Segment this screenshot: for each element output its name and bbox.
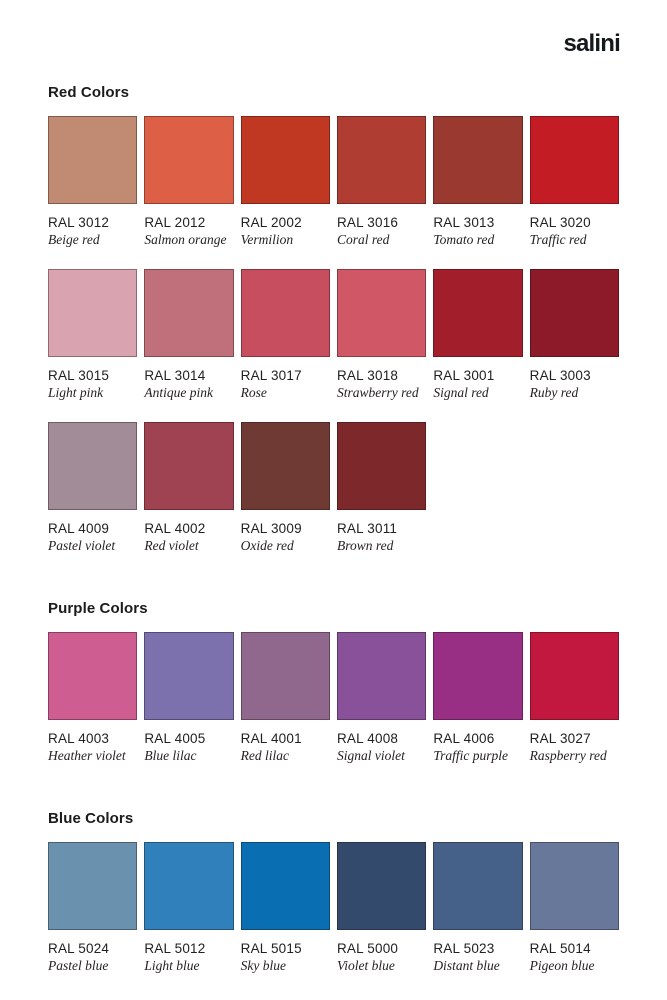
color-name: Strawberry red xyxy=(336,385,419,400)
swatch-cell xyxy=(48,269,137,401)
color-swatch xyxy=(144,632,233,720)
swatch-cell xyxy=(144,116,233,248)
color-name: Signal red xyxy=(433,385,489,400)
swatch-cell xyxy=(241,422,330,554)
ral-code: RAL 4002 xyxy=(144,521,206,536)
color-name: Traffic red xyxy=(529,232,587,247)
ral-code: RAL 3009 xyxy=(240,521,302,536)
color-name: Sky blue xyxy=(240,958,287,973)
color-swatch xyxy=(241,269,330,357)
color-name: Beige red xyxy=(48,232,100,247)
swatch-cell xyxy=(241,269,330,401)
swatch-cell xyxy=(337,269,426,401)
swatch-cell xyxy=(337,632,426,764)
swatch-cell xyxy=(48,842,137,974)
swatch-cell xyxy=(530,632,619,764)
ral-code: RAL 3027 xyxy=(529,731,591,746)
swatch-cell xyxy=(48,422,137,554)
swatch-cell xyxy=(48,632,137,764)
ral-code: RAL 3012 xyxy=(48,215,110,230)
color-swatch xyxy=(433,632,522,720)
color-name: Signal violet xyxy=(336,748,405,763)
ral-code: RAL 3016 xyxy=(336,215,399,230)
swatch-grid xyxy=(48,632,619,764)
color-swatch xyxy=(337,842,426,930)
color-name: Traffic purple xyxy=(433,748,508,763)
color-sections xyxy=(48,84,619,974)
section-title: Red Colors xyxy=(48,84,130,101)
color-section xyxy=(48,84,619,554)
swatch-cell xyxy=(433,842,522,974)
color-swatch xyxy=(530,269,619,357)
color-name: Coral red xyxy=(336,232,390,247)
swatch-cell xyxy=(530,116,619,248)
ral-code: RAL 4009 xyxy=(48,521,110,536)
color-swatch xyxy=(241,632,330,720)
color-name: Light pink xyxy=(48,385,104,400)
ral-code: RAL 5014 xyxy=(529,941,591,956)
color-name: Violet blue xyxy=(336,958,395,973)
ral-code: RAL 5012 xyxy=(144,941,206,956)
color-swatch xyxy=(241,116,330,204)
ral-code: RAL 3011 xyxy=(336,521,398,536)
swatch-grid xyxy=(48,116,619,554)
swatch-cell xyxy=(530,842,619,974)
color-swatch xyxy=(337,422,426,510)
swatch-cell xyxy=(144,632,233,764)
color-name: Tomato red xyxy=(433,232,495,247)
ral-code: RAL 5023 xyxy=(433,941,495,956)
color-swatch xyxy=(337,116,426,204)
swatch-cell xyxy=(337,116,426,248)
ral-code: RAL 5000 xyxy=(336,941,399,956)
ral-code: RAL 2002 xyxy=(240,215,302,230)
color-name: Red lilac xyxy=(240,748,290,763)
color-name: Brown red xyxy=(336,538,394,553)
swatch-cell xyxy=(433,116,522,248)
color-name: Pastel violet xyxy=(48,538,116,553)
ral-code: RAL 3013 xyxy=(433,215,495,230)
ral-code: RAL 4008 xyxy=(336,731,399,746)
swatch-cell xyxy=(337,842,426,974)
color-swatch xyxy=(48,632,137,720)
color-swatch xyxy=(241,842,330,930)
color-swatch xyxy=(530,632,619,720)
color-swatch xyxy=(530,842,619,930)
ral-code: RAL 3014 xyxy=(144,368,206,383)
color-swatch xyxy=(144,842,233,930)
color-name: Pigeon blue xyxy=(529,958,595,973)
color-swatch xyxy=(433,269,522,357)
swatch-cell xyxy=(48,116,137,248)
color-swatch xyxy=(337,269,426,357)
swatch-cell xyxy=(144,269,233,401)
color-name: Rose xyxy=(240,385,267,400)
ral-code: RAL 4005 xyxy=(144,731,206,746)
color-swatch xyxy=(337,632,426,720)
ral-code: RAL 5015 xyxy=(240,941,302,956)
ral-code: RAL 4001 xyxy=(240,731,302,746)
swatch-cell xyxy=(337,422,426,554)
ral-code: RAL 2012 xyxy=(144,215,206,230)
swatch-cell xyxy=(433,269,522,401)
color-name: Distant blue xyxy=(433,958,500,973)
color-name: Salmon orange xyxy=(144,232,227,247)
color-name: Antique pink xyxy=(144,385,213,400)
section-title: Purple Colors xyxy=(48,600,148,617)
swatch-cell xyxy=(144,842,233,974)
color-name: Vermilion xyxy=(240,232,294,247)
swatch-cell xyxy=(433,632,522,764)
color-name: Light blue xyxy=(144,958,200,973)
swatch-cell xyxy=(144,422,233,554)
color-swatch xyxy=(144,422,233,510)
swatch-grid xyxy=(48,842,619,974)
color-name: Raspberry red xyxy=(529,748,607,763)
swatch-cell xyxy=(241,842,330,974)
color-swatch xyxy=(530,116,619,204)
color-name: Oxide red xyxy=(240,538,294,553)
swatch-cell xyxy=(241,116,330,248)
swatch-cell xyxy=(530,269,619,401)
ral-code: RAL 3003 xyxy=(529,368,591,383)
section-title: Blue Colors xyxy=(48,810,134,827)
color-swatch xyxy=(433,116,522,204)
ral-code: RAL 3001 xyxy=(433,368,495,383)
color-swatch xyxy=(48,422,137,510)
ral-code: RAL 3018 xyxy=(336,368,399,383)
color-name: Heather violet xyxy=(48,748,126,763)
ral-code: RAL 5024 xyxy=(48,941,110,956)
color-swatch xyxy=(433,842,522,930)
color-swatch xyxy=(144,116,233,204)
ral-code: RAL 3015 xyxy=(48,368,110,383)
color-name: Pastel blue xyxy=(48,958,109,973)
color-swatch xyxy=(48,116,137,204)
swatch-cell xyxy=(241,632,330,764)
color-name: Ruby red xyxy=(529,385,579,400)
color-swatch xyxy=(144,269,233,357)
color-name: Blue lilac xyxy=(144,748,197,763)
color-section xyxy=(48,810,619,974)
ral-code: RAL 4006 xyxy=(433,731,495,746)
color-swatch xyxy=(48,269,137,357)
color-section xyxy=(48,600,619,764)
ral-code: RAL 3020 xyxy=(529,215,591,230)
brand-logo: salini xyxy=(563,30,620,57)
color-swatch xyxy=(48,842,137,930)
ral-code: RAL 4003 xyxy=(48,731,110,746)
color-swatch xyxy=(241,422,330,510)
color-name: Red violet xyxy=(144,538,199,553)
ral-code: RAL 3017 xyxy=(240,368,302,383)
